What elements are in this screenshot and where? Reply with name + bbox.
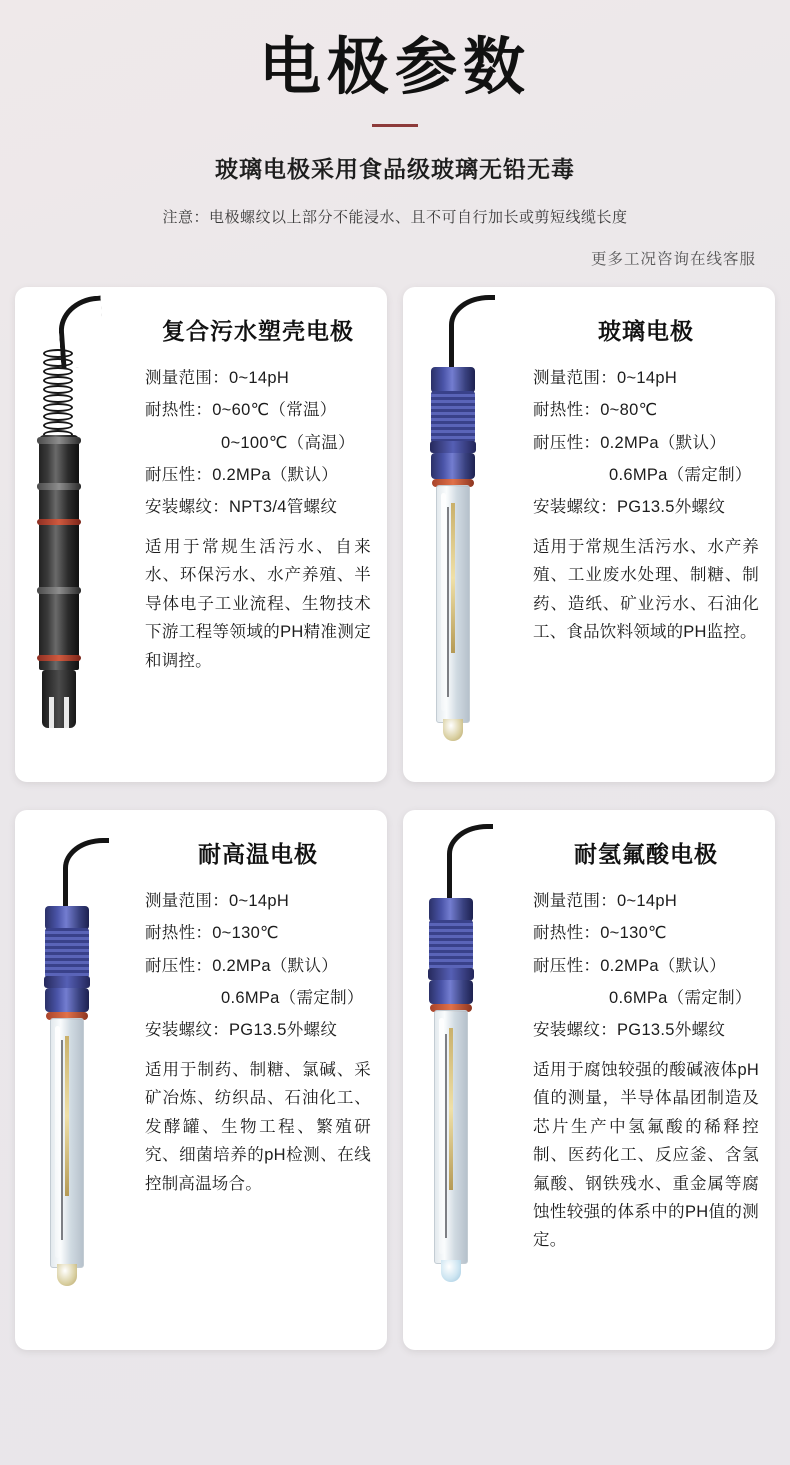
spec-line: 0.6MPa（需定制） (609, 465, 752, 484)
electrode-description: 适用于腐蚀较强的酸碱液体pH值的测量，半导体晶团制造及芯片生产中氢氟酸的稀释控制、医药化工、反应釜、含氢氟酸、钢铁残水、重金属等腐蚀性较强的体系中的PH值的测定。 (533, 1061, 759, 1250)
title-divider (372, 124, 418, 127)
plastic-shell-electrode-illustration (15, 287, 143, 782)
warning-note: 注意：电极螺纹以上部分不能浸水、且不可自行加长或剪短线缆长度 (162, 209, 628, 227)
spec-line: 耐压性：0.2MPa（默认） (145, 956, 339, 975)
electrode-specs (533, 885, 759, 1046)
hydrofluoric-acid-resistant-electrode-illustration (403, 810, 531, 1350)
spec-line: 耐压性：0.2MPa（默认） (145, 465, 339, 484)
spec-line: 0.6MPa（需定制） (221, 988, 364, 1007)
spec-line: 耐热性：0~130℃ (145, 924, 279, 943)
spec-line: 0~100℃（高温） (221, 433, 355, 452)
electrode-title: 耐氢氟酸电极 (574, 841, 718, 868)
electrode-card-grid (15, 287, 775, 1350)
spec-line: 测量范围：0~14pH (533, 892, 678, 911)
electrode-title: 复合污水塑壳电极 (162, 318, 354, 345)
electrode-card (15, 287, 387, 782)
electrode-specs (533, 362, 759, 523)
electrode-card (15, 810, 387, 1350)
spec-line: 测量范围：0~14pH (145, 369, 290, 388)
page-subtitle: 玻璃电极采用食品级玻璃无铅无毒 (215, 156, 575, 183)
spec-line: 耐热性：0~60℃（常温） (145, 401, 337, 420)
spec-line: 安装螺纹：NPT3/4管螺纹 (145, 497, 338, 516)
electrode-specs (145, 362, 371, 523)
electrode-photo (15, 810, 143, 1350)
electrode-title: 玻璃电极 (598, 318, 694, 345)
spec-line: 0.6MPa（需定制） (609, 988, 752, 1007)
electrode-card (403, 287, 775, 782)
electrode-details (531, 810, 775, 1350)
spec-line: 安装螺纹：PG13.5外螺纹 (533, 497, 726, 516)
spec-line: 耐热性：0~130℃ (533, 924, 667, 943)
electrode-photo (403, 810, 531, 1350)
spec-line: 安装螺纹：PG13.5外螺纹 (145, 1020, 338, 1039)
page-header (0, 0, 790, 269)
page-title: 电极参数 (258, 33, 531, 102)
electrode-card (403, 810, 775, 1350)
electrode-details (143, 810, 387, 1350)
customer-service-note: 更多工况咨询在线客服 (590, 251, 756, 269)
electrode-photo (15, 287, 143, 782)
spec-line: 测量范围：0~14pH (533, 369, 678, 388)
electrode-specs (145, 885, 371, 1046)
electrode-description: 适用于制药、制糖、氯碱、采矿冶炼、纺织品、石油化工、发酵罐、生物工程、繁殖研究、细菌培养的pH检测、在线控制高温场合。 (145, 1061, 371, 1193)
electrode-description: 适用于常规生活污水、水产养殖、工业废水处理、制糖、制药、造纸、矿业污水、石油化工、食品饮料领域的PH监控。 (533, 538, 759, 642)
electrode-photo (403, 287, 531, 782)
spec-line: 耐热性：0~80℃ (533, 401, 658, 420)
spec-line: 耐压性：0.2MPa（默认） (533, 956, 727, 975)
electrode-description: 适用于常规生活污水、自来水、环保污水、水产养殖、半导体电子工业流程、生物技术下游工程等领域的PH精准测定和调控。 (145, 538, 371, 670)
spec-line: 安装螺纹：PG13.5外螺纹 (533, 1020, 726, 1039)
glass-electrode-illustration (403, 287, 531, 782)
electrode-title: 耐高温电极 (198, 841, 318, 868)
electrode-details (143, 287, 387, 782)
electrode-details (531, 287, 775, 782)
high-temperature-electrode-illustration (15, 810, 143, 1350)
spec-line: 耐压性：0.2MPa（默认） (533, 433, 727, 452)
spec-line: 测量范围：0~14pH (145, 892, 290, 911)
